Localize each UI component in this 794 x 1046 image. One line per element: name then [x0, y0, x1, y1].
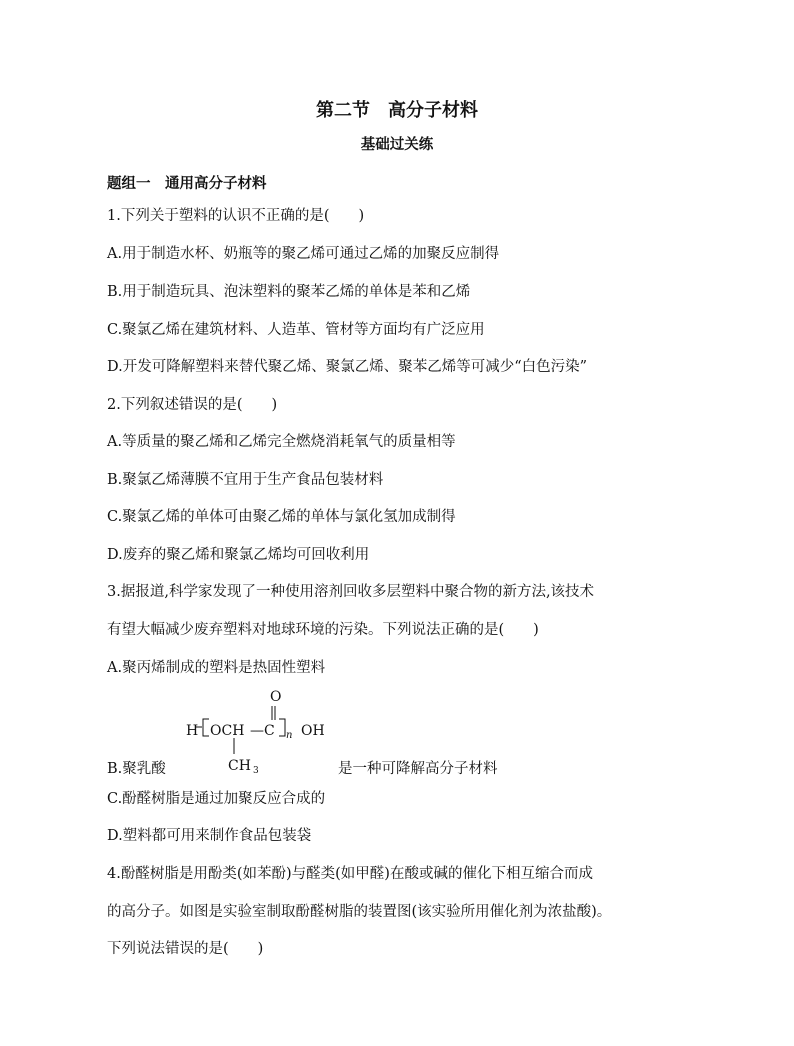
polylactic-acid-structural-formula	[185, 686, 345, 778]
section-subtitle: 基础过关练	[360, 137, 434, 153]
question-1-option-c: C.聚氯乙烯在建筑材料、人造革、管材等方面均有广泛应用	[107, 322, 485, 338]
formula-repeat-n: n	[286, 730, 293, 741]
question-1-option-a: A.用于制造水杯、奶瓶等的聚乙烯可通过乙烯的加聚反应制得	[107, 246, 500, 262]
question-1-option-d: D.开发可降解塑料来替代聚乙烯、聚氯乙烯、聚苯乙烯等可减少“白色污染”	[107, 359, 588, 375]
formula-oh-end: OH	[301, 723, 325, 739]
question-4-stem-line-1: 4.酚醛树脂是用酚类(如苯酚)与醛类(如甲醛)在酸或碱的催化下相互缩合而成	[107, 866, 593, 882]
question-4-stem-line-2: 的高分子。如图是实验室制取酚醛树脂的装置图(该实验所用催化剂为浓盐酸)。	[107, 904, 612, 920]
question-group-heading: 题组一 通用高分子材料	[107, 176, 267, 192]
question-2-option-c: C.聚氯乙烯的单体可由聚乙烯的单体与氯化氢加成制得	[107, 509, 456, 525]
formula-h-end: H	[186, 723, 199, 739]
question-1-option-b: B.用于制造玩具、泡沫塑料的聚苯乙烯的单体是苯和乙烯	[107, 284, 471, 300]
question-3-option-a: A.聚丙烯制成的塑料是热固性塑料	[107, 660, 326, 676]
question-3-option-b-tail: 是一种可降解高分子材料	[338, 761, 498, 777]
question-2-option-b: B.聚氯乙烯薄膜不宜用于生产食品包装材料	[107, 472, 384, 488]
question-3-option-b: B.聚乳酸	[107, 761, 166, 777]
question-4-stem-line-3: 下列说法错误的是( )	[107, 941, 264, 957]
question-2-option-d: D.废弃的聚乙烯和聚氯乙烯均可回收利用	[107, 547, 370, 563]
question-2-stem: 2.下列叙述错误的是( )	[107, 397, 278, 413]
question-3-stem-line-1: 3.据报道,科学家发现了一种使用溶剂回收多层塑料中聚合物的新方法,该技术	[107, 584, 595, 600]
question-3-stem-line-2: 有望大幅减少废弃塑料对地球环境的污染。下列说法正确的是( )	[107, 622, 539, 638]
question-3-option-c: C.酚醛树脂是通过加聚反应合成的	[107, 791, 326, 807]
question-3-option-d: D.塑料都可用来制作食品包装袋	[107, 828, 312, 844]
formula-carbonyl-carbon: —C	[250, 723, 275, 739]
formula-carbonyl-oxygen: O	[270, 689, 282, 705]
question-1-stem: 1.下列关于塑料的认识不正确的是( )	[107, 208, 365, 224]
formula-methyl-ch: CH	[228, 758, 251, 774]
section-title: 第二节 高分子材料	[316, 100, 478, 121]
formula-och-group: OCH	[210, 723, 245, 739]
formula-methyl-sub: 3	[253, 766, 259, 776]
question-2-option-a: A.等质量的聚乙烯和乙烯完全燃烧消耗氧气的质量相等	[107, 434, 456, 450]
